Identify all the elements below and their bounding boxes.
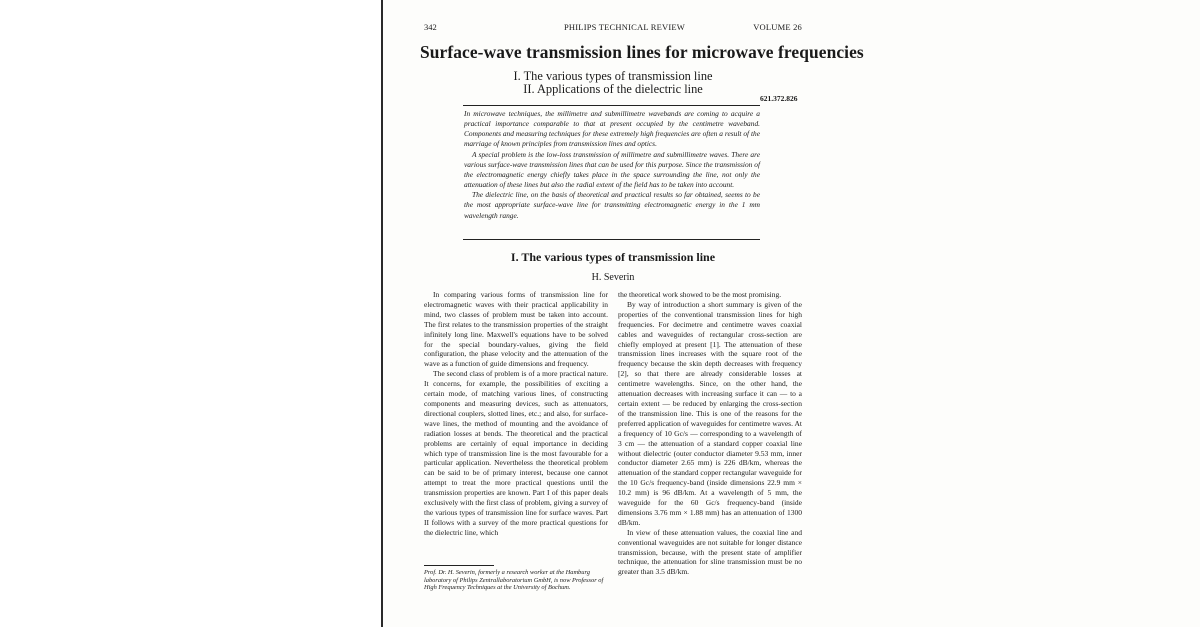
body-paragraph: By way of introduction a short summary is given of the properties of the conventional transmission lines for high frequencies. For decimetre and centimetre waves coaxial cables and waveguides of rectangular cross-section are chiefly employed at present [1]. The attenuation of these transmission lines increases with the square root of the frequency because the skin depth decreases with frequency [2], so that there are already considerable losses at centimetre wavelengths. Since, on the other hand, the attenuation decreases with increasing surface it can — to a certain extent — be reduced by enlarging the cross-section of the transmission line. This is one of the reasons for the preferred application of waveguides for centimetre waves. At a frequency of 10 Gc/s — corresponding to a wavelength of 3 cm — the attenuation of a standard copper coaxial line without dielectric (outer conductor diameter 9.53 mm, inner conductor diameter 2.65 mm) is 226 dB/km, whereas the attenuation of the standard copper rectangular waveguide for the 10 Gc/s frequency-band (inside dimensions 22.9 mm × 10.2 mm) is 96 dB/km. At a wavelength of 5 mm, the waveguide for the 60 Gc/s frequency-band (inside dimensions 3.76 mm × 1.88 mm) has an attenuation of 1300 dB/km. (618, 299, 802, 527)
body-paragraph: In comparing various forms of transmission line for electromagnetic waves with their practical applicability in mind, two classes of problem must be taken into account. The first relates to the transmission properties of the straight infinitely long line. Maxwell's equations have to be solved for the special boundary-values, giving the field configuration, the phase velocity and the attenuation of the wave as a function of guide dimensions and frequency. (424, 290, 608, 369)
abstract-bottom-rule (463, 239, 760, 240)
journal-name: PHILIPS TECHNICAL REVIEW (564, 22, 685, 32)
subtitle-part-1: I. The various types of transmission line (513, 69, 713, 83)
abstract-top-rule (463, 105, 760, 106)
abstract (464, 109, 760, 221)
article-title: Surface-wave transmission lines for microwave frequencies (420, 42, 864, 62)
left-margin (0, 0, 381, 627)
author-name: H. Severin (591, 272, 635, 283)
abstract-paragraph: In microwave techniques, the millimetre and submillimetre wavebands are coming to acquire a practical importance comparable to that at present occupied by the centimetre waveband. Components and measuring techniques for these extremely high frequencies are often a result of the marriage of known principles from transmission lines and optics. (464, 109, 760, 149)
volume-label: VOLUME 26 (753, 22, 802, 32)
abstract-paragraph: The dielectric line, on the basis of theoretical and practical results so far obtained, seems to be the most appropriate surface-wave line for transmitting electromagnetic energy in the 1 mm wavelength range. (464, 190, 760, 220)
body-paragraph: the theoretical work showed to be the most promising. (618, 290, 782, 299)
body-paragraph: The second class of problem is of a more practical nature. It concerns, for example, the possibilities of exciting a certain mode, of matching various lines, of constructing components and measuring devices, such as attenuators, directional couplers, slotted lines, etc.; and also, for surface-wave lines, the method of mounting and the avoidance of radiation losses at bends. The theoretical and the practical problems are certainly of equal importance in deciding which type of transmission line is the most favourable for a particular application. Nevertheless the theoretical problem can be said to be of primary interest, because one cannot attempt to treat the more practical questions until the transmission properties are known. Part I of this paper deals exclusively with the first class of problem, giving a survey of the various types of transmission line for surface waves. Part II follows with a survey of the more practical questions for the dielectric line, which (424, 369, 608, 537)
page-number: 342 (424, 22, 437, 32)
body-paragraph: In view of these attenuation values, the coaxial line and conventional waveguides are not suitable for longer distance transmission, because, with the present state of amplifier technique, the attenuation for sline transmission must be no greater than 3.5 dB/km. (618, 527, 802, 577)
footnote-rule (424, 565, 494, 566)
subtitle-part-2: II. Applications of the dielectric line (523, 82, 703, 96)
section-heading: I. The various types of transmission line (510, 250, 716, 264)
body-column-left (424, 290, 608, 538)
body-column-right (618, 290, 802, 577)
udc-code: 621.372.826 (760, 94, 798, 103)
author-footnote: Prof. Dr. H. Severin, formerly a research worker at the Hamburg laboratory of Philips Zentrallaboratorium GmbH, is now Professor of High Frequency Techniques at the University of Bochum. (424, 569, 604, 592)
abstract-paragraph: A special problem is the low-loss transmission of millimetre and submillimetre waves. There are various surface-wave transmission lines that can be used for this purpose. Since the transmission of the electromagnetic energy chiefly takes place in the space surrounding the line, not only the attenuation of these lines but also the radial extent of the field has to be taken into account. (464, 149, 760, 190)
running-head (424, 22, 802, 36)
